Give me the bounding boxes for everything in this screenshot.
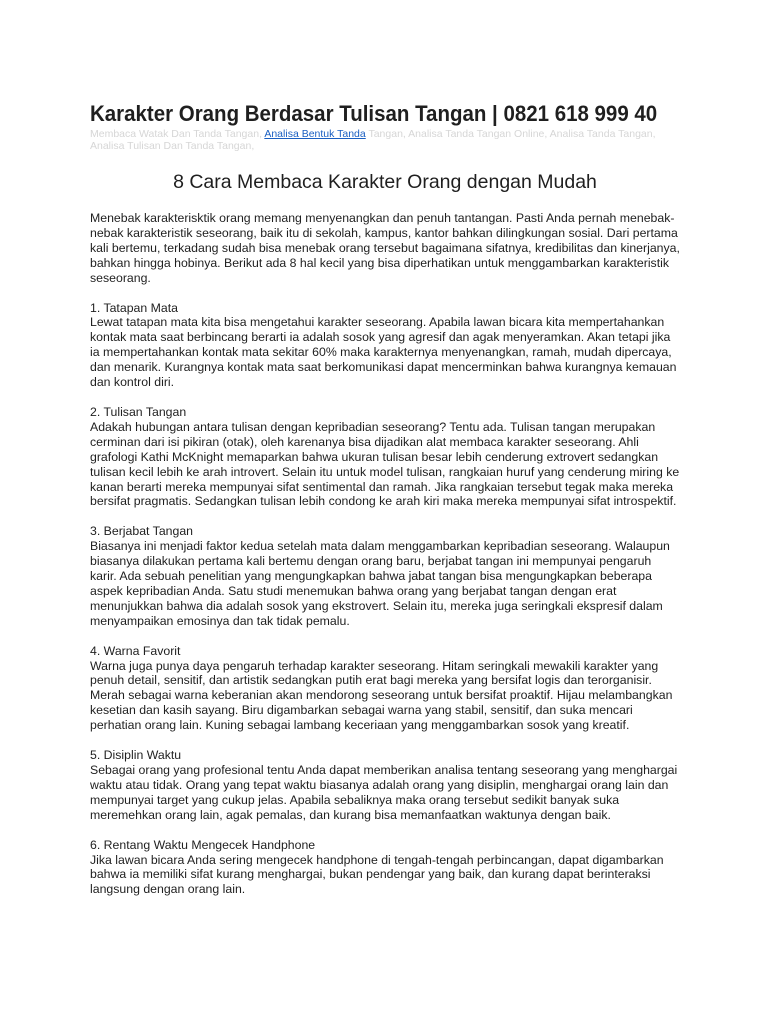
section-3 [90,524,680,628]
section-2-heading: 2. Tulisan Tangan [90,404,187,419]
section-5 [90,748,680,823]
section-4-text: Warna juga punya daya pengaruh terhadap karakter seseorang. Hitam seringkali mewakili karakter yang penuh detail, sensitif, dan artistik sedangkan putih erat bagi mereka yang bersifat logis dan terorganisir. Merah sebagai warna keberanian akan mendorong seseorang untuk bersifat proaktif. Hijau melambangkan kesetian dan kasih sayang. Biru digambarkan sebagai warna yang stabil, sensitif, dan suka mencari perhatian orang lain. Kuning sebagai lambang keceriaan yang menggambarkan sosok yang kreatif. [90,658,673,733]
section-5-text: Sebagai orang yang profesional tentu Anda dapat memberikan analisa tentang seseorang yang menghargai waktu atau tidak. Orang yang tepat waktu biasanya adalah orang yang disiplin, menghargai orang lain dan mempunyai target yang cukup jelas. Apabila sebaliknya maka orang tersebut sedikit banyak suka meremehkan orang lain, agak pemalas, dan kurang bisa memanfaatkan waktunya dengan baik. [90,763,678,822]
section-4-heading: 4. Warna Favorit [90,643,181,658]
section-1-text: Lewat tatapan mata kita bisa mengetahui karakter seseorang. Apabila lawan bicara kita mempertahankan kontak mata saat berbincang berarti ia adalah sosok yang agresif dan agak menyeramkan. Akan tetapi jika ia mempertahankan kontak mata sekitar 60% maka karakternya menyenangkan, ramah, mudah dipercaya, dan menarik. Kurangnya kontak mata saat berkomunikasi dapat mencerminkan bahwa kurangnya kemauan dan kontrol diri. [90,315,677,390]
article-subtitle: 8 Cara Membaca Karakter Orang dengan Mudah [173,171,597,193]
intro-paragraph: Menebak karakterisktik orang memang menyenangkan dan penuh tantangan. Pasti Anda pernah menebak-nebak karakteristik seseorang, baik itu di sekolah, kampus, kantor bahkan dilingkungan sosial. Dari pertama kali bertemu, terkadang sudah bisa menebak orang tersebut bagaimana sifatnya, kredibilitas dan kinerjanya, bahkan hingga hobinya. Berikut ada 8 hal kecil yang bisa diperhatikan untuk menggambarkan karakteristik seseorang. [90,211,680,285]
section-4 [90,644,680,733]
tag-line [90,128,680,152]
section-6-heading: 6. Rentang Waktu Mengecek Handphone [90,837,316,852]
tags-prefix: Membaca Watak Dan Tanda Tangan, [90,128,265,140]
section-1 [90,301,680,390]
section-3-heading: 3. Berjabat Tangan [90,524,194,539]
article-body [90,211,680,897]
section-3-text: Biasanya ini menjadi faktor kedua setelah mata dalam menggambarkan kepribadian seseorang. Walaupun biasanya dilakukan pertama kali bertemu dengan orang baru, berjabat tangan ini mempunyai pengaruh karir. Ada sebuah penelitian yang mengungkapkan bahwa jabat tangan bisa mengungkapkan beberapa aspek kepribadian Anda. Satu studi menemukan bahwa orang yang berjabat tangan dengan erat menunjukkan bahwa dia adalah sosok yang ekstrovert. Selain itu, mereka juga seringkali ekspresif dalam menyampaikan emosinya dan tak tidak pemalu. [90,539,670,628]
section-6 [90,838,680,898]
document-title: Karakter Orang Berdasar Tulisan Tangan | 0821 618 999 40 [90,101,658,126]
tag-link-analisa-bentuk-tanda[interactable]: Analisa Bentuk Tanda [264,128,366,140]
section-6-text: Jika lawan bicara Anda sering mengecek handphone di tengah-tengah perbincangan, dapat digambarkan bahwa ia memiliki sifat kurang menghargai, bukan pendengar yang baik, dan kurang dapat berinteraksi langsung dengan orang lain. [90,852,664,897]
section-5-heading: 5. Disiplin Waktu [90,748,182,763]
section-2 [90,405,680,509]
section-2-text: Adakah hubungan antara tulisan dengan kepribadian seseorang? Tentu ada. Tulisan tangan merupakan cerminan dari isi pikiran (otak), oleh karenanya bisa dijadikan alat membaca karakter seseorang. Ahli grafologi Kathi McKnight memaparkan bahwa ukuran tulisan besar lebih cenderung extrovert sedangkan tulisan kecil lebih ke arah introvert. Selain itu untuk model tulisan, rangkaian huruf yang cenderung miring ke kanan berarti mereka mempunyai sifat sentimental dan ramah. Jika rangkaian tersebut tegak maka mereka bersifat pragmatis. Sedangkan tulisan lebih condong ke arah kiri maka mereka mempunyai sifat introspektif. [90,419,680,509]
document-page [90,100,680,912]
tags-suffix: Tangan, Analisa Tanda Tangan Online, Analisa Tanda Tangan, Analisa Tulisan Dan Tanda Tangan, [90,128,656,152]
section-1-heading: 1. Tatapan Mata [90,300,178,315]
